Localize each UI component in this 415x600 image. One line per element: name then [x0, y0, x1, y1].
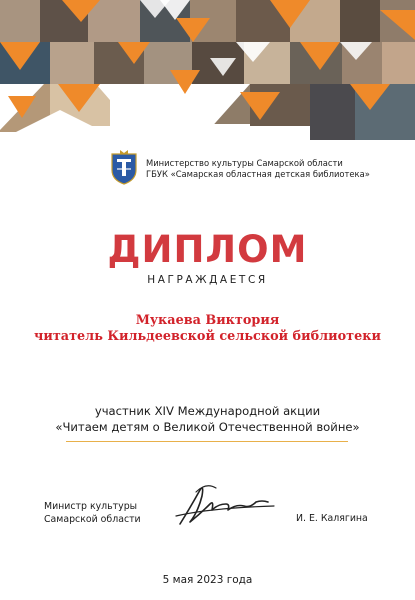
achievement-block: [0, 403, 415, 435]
signatory-name: И. Е. Калягина: [296, 513, 368, 524]
signatory-title-line-1: Министр культуры: [44, 501, 138, 512]
recipient-block: [0, 313, 415, 345]
mosaic-graphic: [0, 0, 415, 140]
samara-region-emblem-icon: [108, 148, 140, 186]
issue-date: 5 мая 2023 года: [162, 574, 253, 586]
organization-line-1: Министерство культуры Самарской области: [146, 158, 343, 168]
recipient-description: читатель Кильдеевской сельской библиотеки: [34, 329, 381, 344]
organization-line-2: ГБУК «Самарская областная детская библиотека»: [146, 169, 370, 179]
recipient-name: Мукаева Виктория: [135, 313, 280, 328]
organization-block: [108, 148, 408, 188]
diploma-title: ДИПЛОМ: [107, 228, 308, 271]
diploma-subtitle: НАГРАЖДАЕТСЯ: [147, 274, 268, 286]
signatory-title: [44, 500, 141, 526]
achievement-line-1: участник XIV Международной акции: [94, 404, 321, 418]
photo-mosaic-header: [0, 0, 415, 140]
handwritten-signature: [170, 478, 280, 534]
signatory-title-line-2: Самарской области: [44, 514, 141, 525]
achievement-line-2: «Читаем детям о Великой Отечественной войне»: [55, 420, 360, 434]
divider-line: [66, 441, 348, 442]
